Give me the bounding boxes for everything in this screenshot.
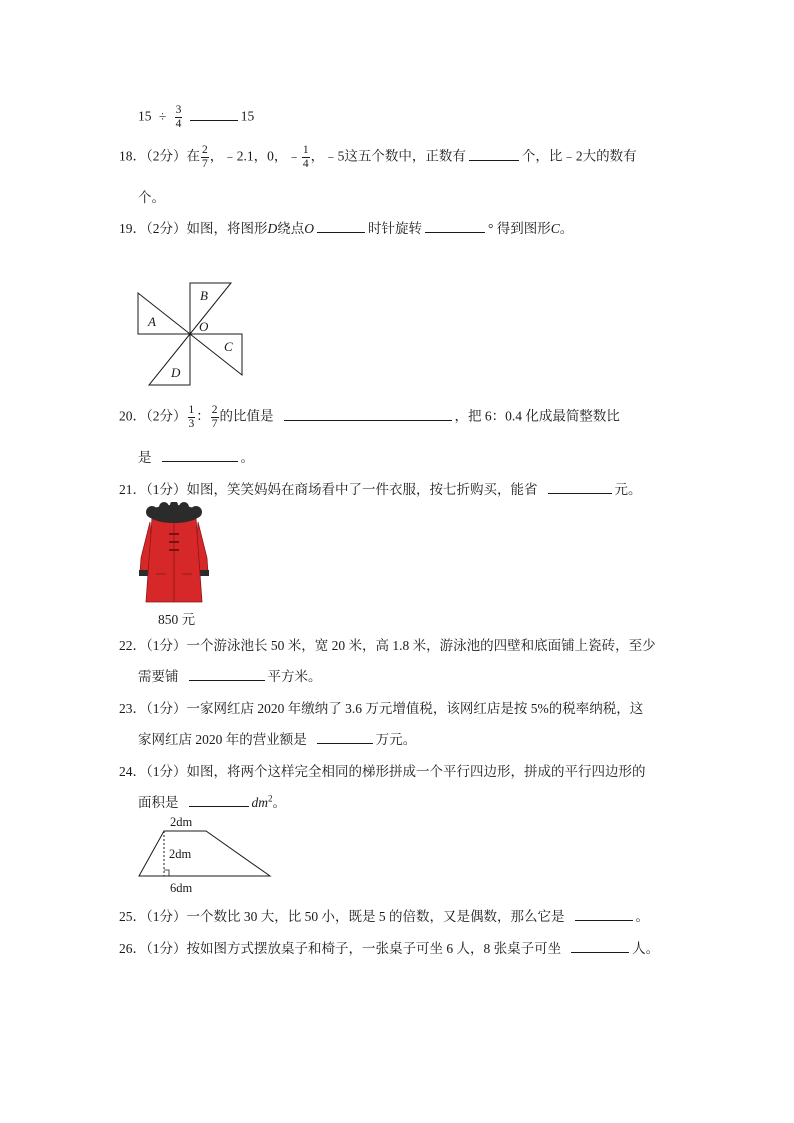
fur-hood bbox=[146, 502, 202, 523]
question-22: 22．（1分）一个游泳池长 50 米，宽 20 米，高 1.8 米，游泳池的四壁和底面铺上瓷砖，至少 bbox=[119, 638, 656, 653]
answer-blank[interactable] bbox=[469, 148, 519, 161]
answer-blank[interactable] bbox=[284, 408, 452, 421]
answer-blank[interactable] bbox=[548, 481, 612, 494]
red-coat-image bbox=[136, 502, 212, 606]
question-19: 19．（2分）如图，将图形D绕点O 时针旋转 ° 得到图形C。 bbox=[119, 221, 574, 236]
question-18: 18．（2分）在 $\frac{2}{7}$ ，﹣2.1，0，﹣ $\frac{1}{4}$ ，﹣5这五个数中，正数有 个，比﹣2大的数有 bbox=[119, 144, 637, 170]
label-bottom: 6dm bbox=[170, 881, 193, 895]
fraction: $\frac{1}{3}$ bbox=[188, 404, 195, 430]
answer-blank[interactable] bbox=[190, 108, 238, 121]
question-24-line2: 面积是 $dm^2$。 bbox=[138, 793, 286, 810]
pinwheel-figure bbox=[130, 278, 250, 390]
answer-blank[interactable] bbox=[571, 940, 629, 953]
question-20: 20．（2分） $\frac{1}{3}$ ： $\frac{2}{7}$ 的比值是 ，把 6：0.4 化成最简整数比 bbox=[119, 404, 620, 430]
answer-blank[interactable] bbox=[317, 731, 373, 744]
fraction: $\frac{2}{7}$ bbox=[211, 404, 218, 430]
answer-blank[interactable] bbox=[162, 449, 238, 462]
coat-price: 850 元 bbox=[158, 612, 196, 627]
answer-blank[interactable] bbox=[189, 668, 265, 681]
answer-blank[interactable] bbox=[189, 794, 249, 807]
question-18-line2: 个。 bbox=[138, 190, 165, 205]
question-23: 23．（1分）一家网红店 2020 年缴纳了 3.6 万元增值税，该网红店是按 5%的税率纳税，这 bbox=[119, 701, 644, 716]
shape-b bbox=[190, 283, 231, 334]
label-height: 2dm bbox=[169, 847, 192, 861]
answer-blank[interactable] bbox=[317, 220, 365, 233]
shape-a bbox=[138, 293, 190, 334]
question-26: 26．（1分）按如图方式摆放桌子和椅子，一张桌子可坐 6 人，8 张桌子可坐 人。 bbox=[119, 941, 660, 956]
label-a: A bbox=[148, 314, 156, 329]
fraction: $\frac{2}{7}$ bbox=[202, 144, 208, 170]
label-b: B bbox=[200, 288, 208, 303]
question-25: 25．（1分）一个数比 30 大，比 50 小，既是 5 的倍数，又是偶数，那么它是 。 bbox=[119, 909, 649, 924]
answer-blank[interactable] bbox=[425, 220, 485, 233]
question-21: 21．（1分）如图，笑笑妈妈在商场看中了一件衣服，按七折购买，能省 元。 bbox=[119, 482, 642, 497]
left-cuff bbox=[139, 570, 149, 576]
label-top: 2dm bbox=[170, 815, 193, 829]
fraction: $\frac{1}{4}$ bbox=[302, 144, 309, 170]
question-22-line2: 需要铺 平方米。 bbox=[138, 669, 322, 684]
label-o: O bbox=[199, 319, 209, 334]
label-c: C bbox=[224, 339, 233, 354]
fraction: $\frac{3}{4}$ bbox=[175, 104, 182, 130]
shape-d bbox=[149, 334, 190, 385]
question-23-line2: 家网红店 2020 年的营业额是 万元。 bbox=[138, 732, 417, 747]
right-cuff bbox=[199, 570, 209, 576]
label-d: D bbox=[171, 365, 181, 380]
trapezoid-figure bbox=[134, 813, 278, 897]
question-20-line2: 是 。 bbox=[138, 450, 254, 465]
question-24: 24．（1分）如图，将两个这样完全相同的梯形拼成一个平行四边形，拼成的平行四边形的 bbox=[119, 764, 646, 779]
shape-c bbox=[190, 334, 242, 375]
q17-continuation: 15 ÷ $\frac{3}{4}$ 15 bbox=[138, 104, 255, 130]
answer-blank[interactable] bbox=[575, 908, 633, 921]
